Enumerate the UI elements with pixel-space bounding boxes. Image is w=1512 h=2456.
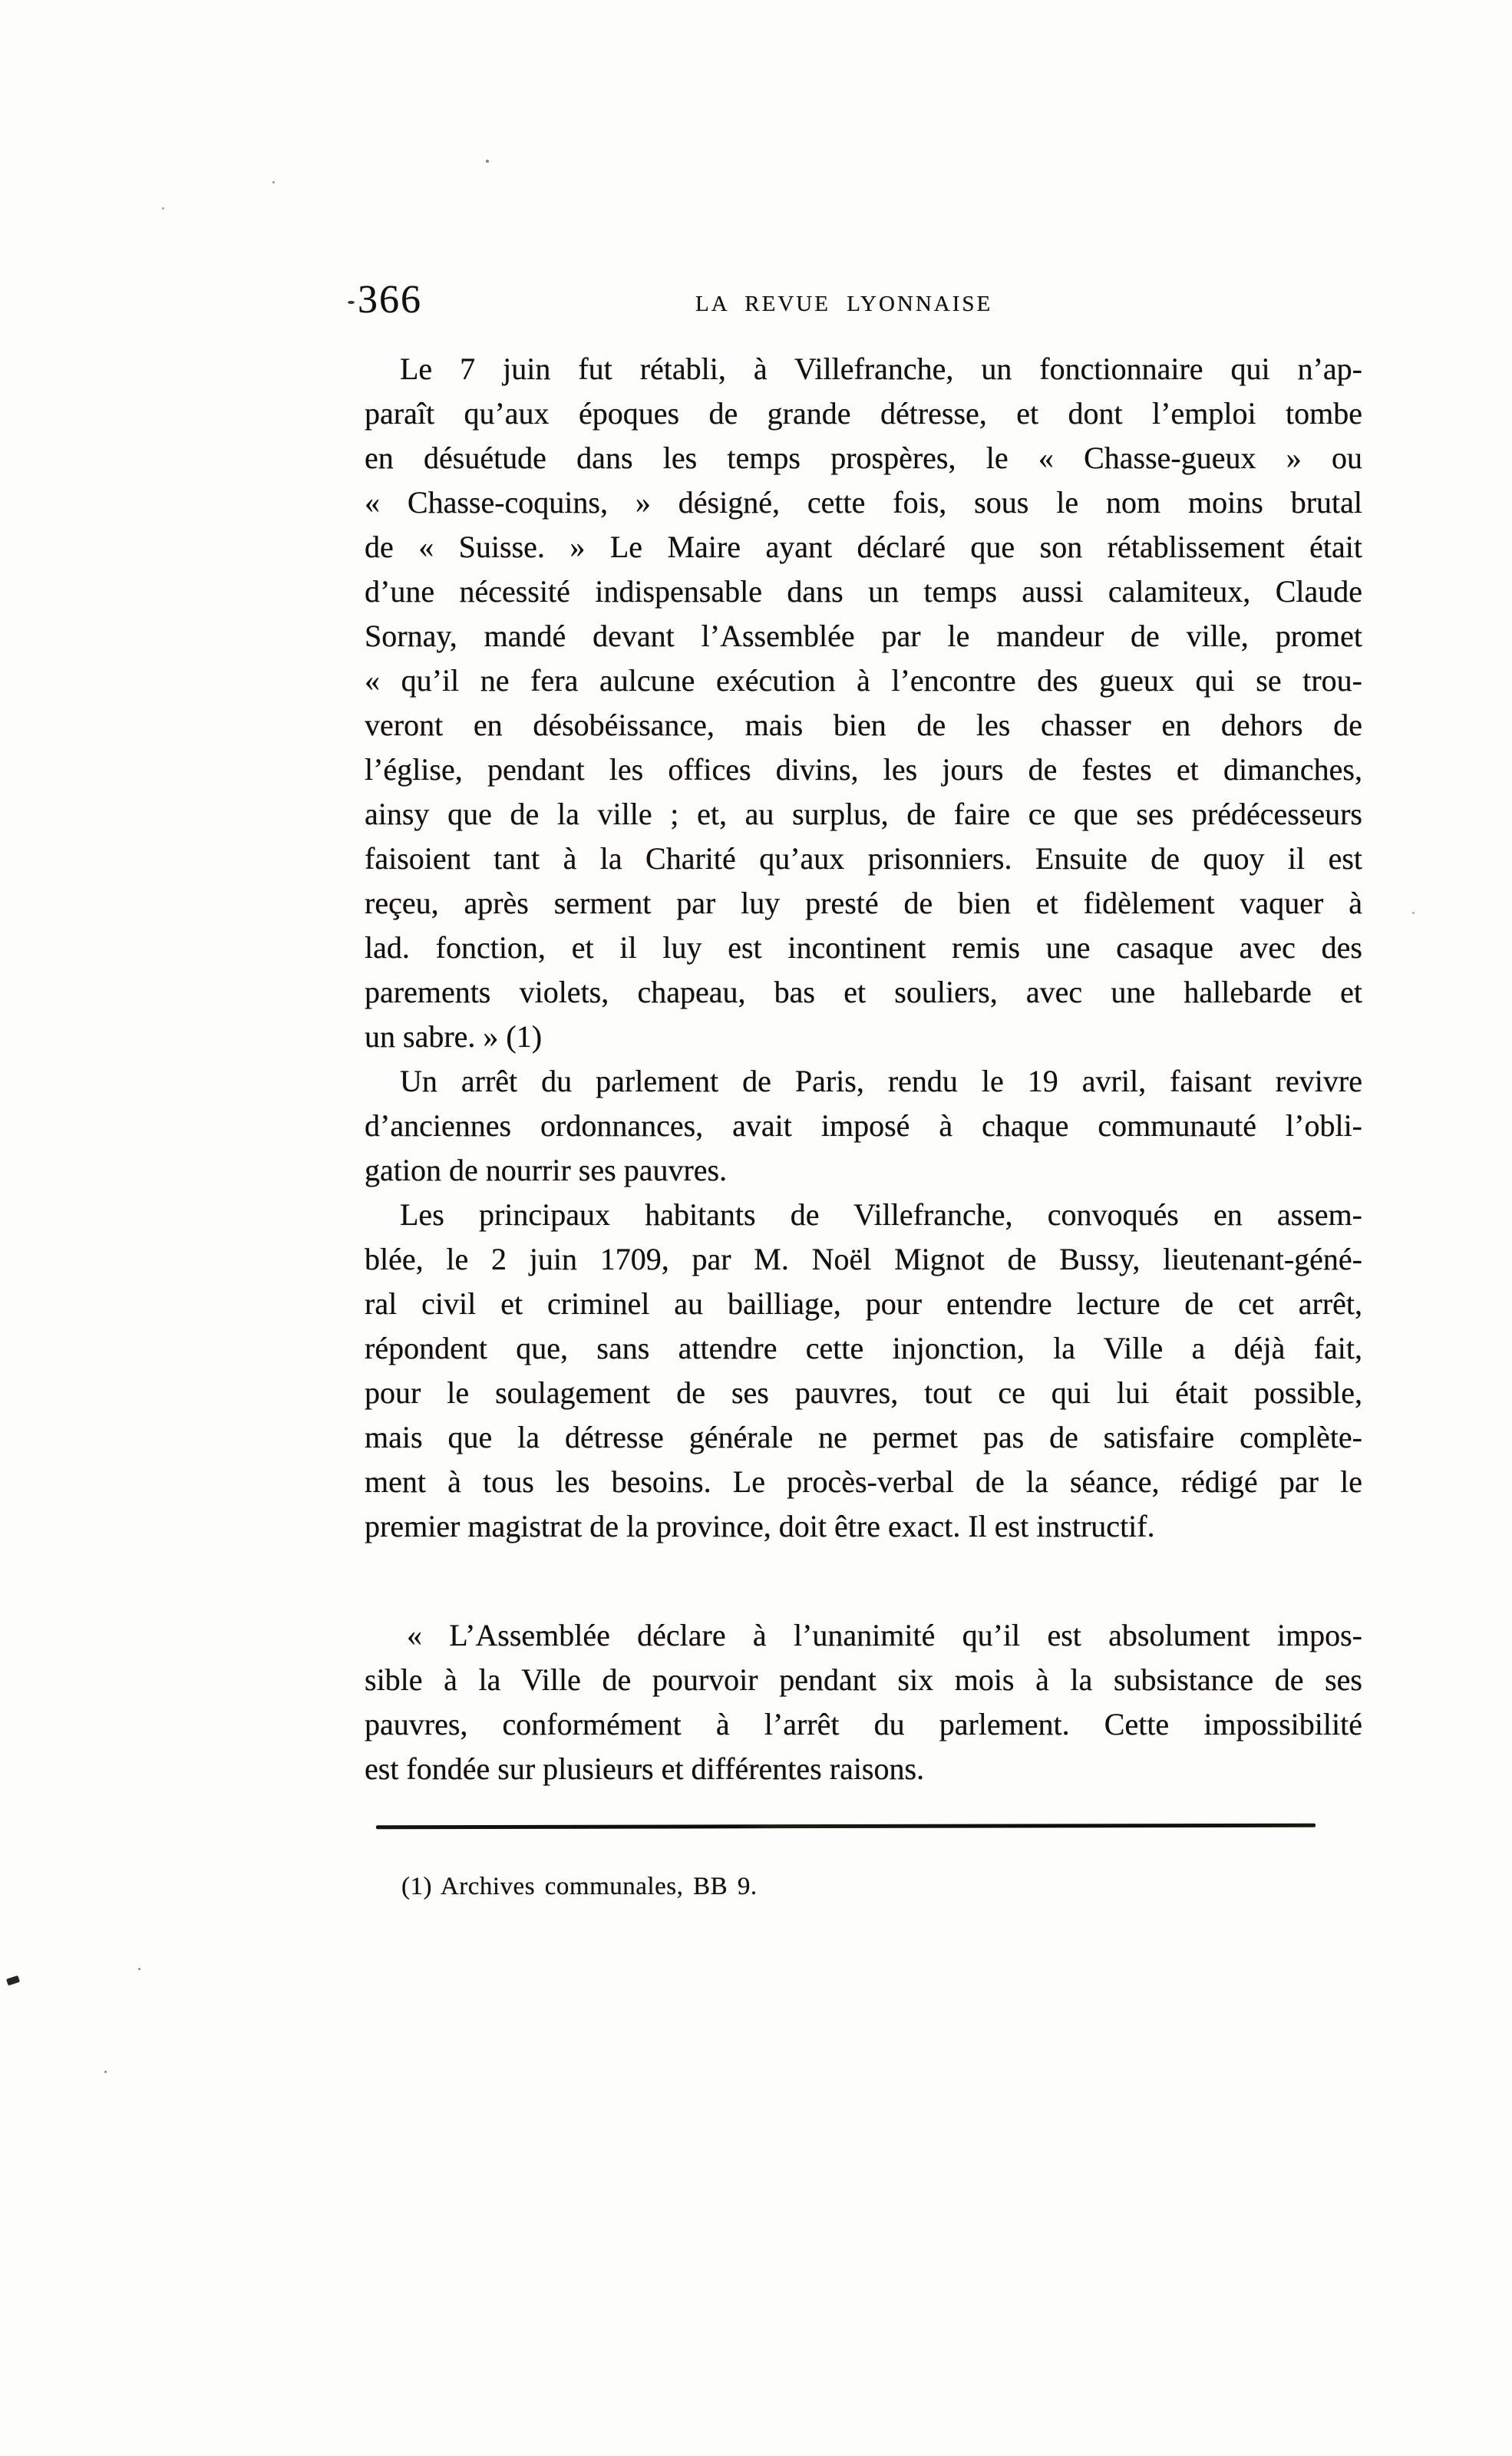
scan-speck xyxy=(162,207,164,210)
text-line: ment à tous les besoins. Le procès-verbal de la séance, rédigé par le xyxy=(365,1464,1362,1499)
text-line: d’anciennes ordonnances, avait imposé à chaque communauté l’obli- xyxy=(365,1108,1362,1143)
text-line: de « Suisse. » Le Maire ayant déclaré que son rétablissement était xyxy=(365,530,1362,564)
footnote: (1) Archives communales, BB 9. xyxy=(401,1873,758,1900)
text-line: d’une nécessité indispensable dans un temps aussi calamiteux, Claude xyxy=(365,574,1362,609)
text-line: reçeu, après serment par luy presté de bien et fidèlement vaquer à xyxy=(365,886,1362,920)
scan-speck xyxy=(104,2071,107,2073)
text-line: répondent que, sans attendre cette injonction, la Ville a déjà fait, xyxy=(365,1331,1362,1365)
text-line: premier magistrat de la province, doit être exact. Il est instructif. xyxy=(365,1509,1155,1543)
text-line: l’église, pendant les offices divins, les jours de festes et dimanches, xyxy=(365,752,1362,787)
text-line: Le 7 juin fut rétabli, à Villefranche, un fonctionnaire qui n’ap- xyxy=(400,352,1362,386)
paragraph xyxy=(365,1193,1362,1549)
text-line: blée, le 2 juin 1709, par M. Noël Mignot de Bussy, lieutenant-géné- xyxy=(365,1242,1362,1276)
scan-speck xyxy=(1412,912,1415,914)
footnote-separator xyxy=(376,1824,1316,1830)
text-line: « qu’il ne fera aulcune exécution à l’encontre des gueux qui se trou- xyxy=(365,663,1362,698)
text-line: un sabre. » (1) xyxy=(365,1019,543,1054)
paragraph xyxy=(365,1059,1362,1193)
text-line: pour le soulagement de ses pauvres, tout ce qui lui était possible, xyxy=(365,1375,1362,1410)
scan-speck xyxy=(486,160,489,163)
text-line: Sornay, mandé devant l’Assemblée par le mandeur de ville, promet xyxy=(365,619,1362,653)
text-line: pauvres, conformément à l’arrêt du parlement. Cette impossibilité xyxy=(365,1707,1362,1741)
text-line: sible à la Ville de pourvoir pendant six mois à la subsistance de ses xyxy=(365,1662,1362,1697)
scan-speck xyxy=(348,301,355,304)
paragraph xyxy=(365,347,1362,1059)
text-line: Les principaux habitants de Villefranche, convoqués en assem- xyxy=(400,1197,1362,1232)
text-line: en désuétude dans les temps prospères, le « Chasse-gueux » ou xyxy=(365,441,1362,475)
text-line: veront en désobéissance, mais bien de les chasser en dehors de xyxy=(365,708,1362,742)
text-line: paraît qu’aux époques de grande détresse, et dont l’emploi tombe xyxy=(365,396,1362,431)
paragraph xyxy=(365,1613,1362,1791)
text-line: Un arrêt du parlement de Paris, rendu le 19 avril, faisant revivre xyxy=(400,1064,1362,1098)
text-line: ainsy que de la ville ; et, au surplus, de faire ce que ses prédécesseurs xyxy=(365,797,1362,831)
body-text xyxy=(365,347,1362,1791)
text-line: gation de nourrir ses pauvres. xyxy=(365,1153,728,1187)
text-line: faisoient tant à la Charité qu’aux prisonniers. Ensuite de quoy il est xyxy=(365,841,1362,876)
text-line: est fondée sur plusieurs et différentes raisons. xyxy=(365,1751,925,1786)
text-line: « Chasse-coquins, » désigné, cette fois, sous le nom moins brutal xyxy=(365,485,1362,520)
journal-title: LA REVUE LYONNAISE xyxy=(695,292,993,316)
text-line: ral civil et criminel au bailliage, pour entendre lecture de cet arrêt, xyxy=(365,1286,1362,1321)
scan-speck xyxy=(272,181,275,183)
scan-speck xyxy=(138,1968,140,1970)
text-line: parements violets, chapeau, bas et souliers, avec une hallebarde et xyxy=(365,975,1362,1009)
page-number: 366 xyxy=(358,278,422,322)
text-line: « L’Assemblée déclare à l’unanimité qu’il est absolument impos- xyxy=(407,1618,1362,1652)
text-line: lad. fonction, et il luy est incontinent remis une casaque avec des xyxy=(365,930,1362,965)
text-line: mais que la détresse générale ne permet pas de satisfaire complète- xyxy=(365,1420,1362,1454)
scan-speck xyxy=(6,1976,20,1986)
